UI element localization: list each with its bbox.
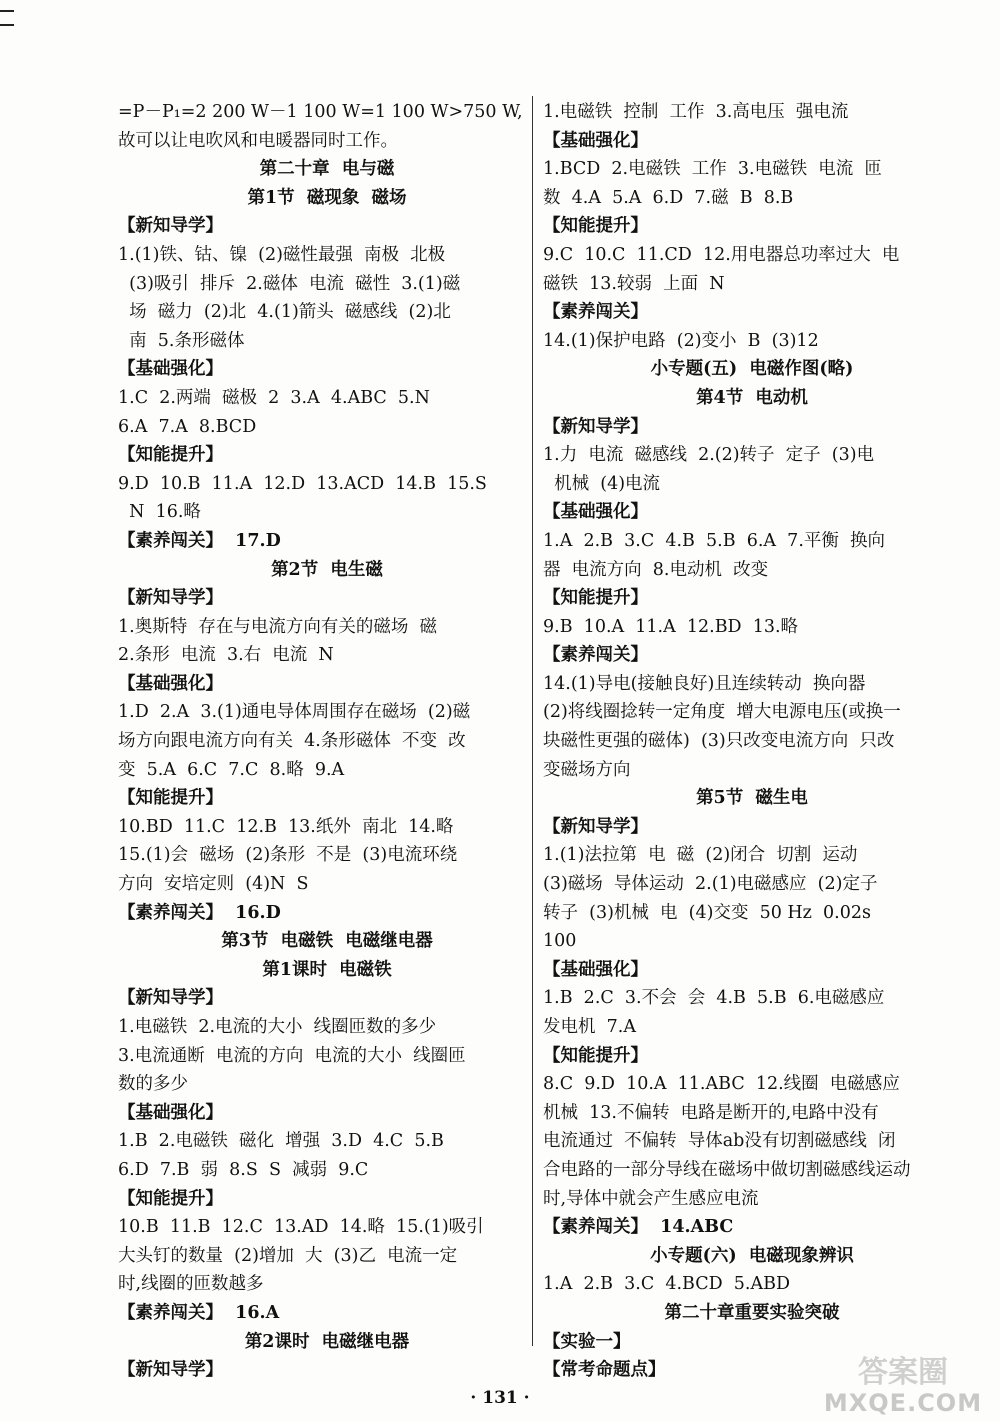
section-tag: 【素养闯关】 14.ABC (543, 1217, 734, 1238)
watermark-site: MXQE.COM (823, 1389, 983, 1417)
page-number: · 131 · (470, 1388, 530, 1408)
section-heading: 第二十章重要实验突破 (664, 1302, 840, 1323)
right-column (543, 98, 961, 1385)
section-tag: 【基础强化】 (118, 1102, 223, 1123)
section-tag: 【素养闯关】 (543, 645, 648, 666)
answer-line: 1.电磁铁 控制 工作 3.高电压 强电流 (543, 102, 849, 122)
watermark-logo: 答案圈 (858, 1355, 948, 1390)
section-tag: 【知能提升】 (118, 1188, 223, 1209)
section-tag: 【新知导学】 (118, 216, 223, 237)
answer-line: 1.D 2.A 3.(1)通电导体周围存在磁场 (2)磁 (118, 702, 471, 723)
answer-line: 14.(1)导电(接触良好)且连续转动 换向器 (543, 673, 866, 694)
answer-line: 1.力 电流 磁感线 2.(2)转子 定子 (3)电 (543, 445, 875, 466)
answer-line: 2.条形 电流 3.右 电流 N (118, 645, 334, 666)
section-tag: 【素养闯关】 16.D (118, 902, 281, 923)
answer-line: 1.奥斯特 存在与电流方向有关的磁场 磁 (118, 616, 437, 637)
answer-line: 场 磁力 (2)北 4.(1)箭头 磁感线 (2)北 (118, 302, 451, 323)
answer-line: 1.A 2.B 3.C 4.B 5.B 6.A 7.平衡 换向 (543, 530, 886, 551)
answer-line: =P－P₁=2 200 W－1 100 W=1 100 W>750 W, (118, 102, 523, 122)
section-tag: 【基础强化】 (543, 502, 648, 523)
corner-mark (0, 10, 14, 40)
section-heading: 小专题(六) 电磁现象辨识 (650, 1245, 854, 1266)
section-heading: 第2节 电生磁 (271, 559, 383, 580)
section-tag: 【新知导学】 (543, 816, 648, 837)
answer-line: 1.B 2.电磁铁 磁化 增强 3.D 4.C 5.B (118, 1131, 444, 1152)
answer-line: 故可以让电吹风和电暖器同时工作。 (118, 130, 398, 151)
section-tag: 【实验一】 (543, 1331, 631, 1352)
answer-line: 场方向跟电流方向有关 4.条形磁体 不变 改 (118, 731, 466, 752)
answer-line: 大头钉的数量 (2)增加 大 (3)乙 电流一定 (118, 1245, 458, 1266)
answer-line: 10.BD 11.C 12.B 13.纸外 南北 14.略 (118, 816, 454, 837)
section-heading: 第2课时 电磁继电器 (244, 1331, 410, 1352)
answer-line: 发电机 7.A (543, 1017, 636, 1037)
answer-line: 南 5.条形磁体 (118, 330, 245, 351)
answer-line: 6.A 7.A 8.BCD (118, 416, 257, 437)
section-tag: 【知能提升】 (118, 788, 223, 809)
section-heading: 第4节 电动机 (696, 387, 808, 408)
answer-line: 100 (543, 931, 577, 952)
answer-line: 数 4.A 5.A 6.D 7.磁 B 8.B (543, 187, 794, 208)
answer-line: 1.BCD 2.电磁铁 工作 3.电磁铁 电流 匝 (543, 159, 882, 180)
answer-line: 块磁性更强的磁体) (3)只改变电流方向 只改 (543, 731, 895, 752)
answer-line: 变磁场方向 (543, 759, 631, 780)
section-tag: 【基础强化】 (543, 959, 648, 980)
answer-line: 器 电流方向 8.电动机 改变 (543, 559, 769, 580)
section-heading: 第3节 电磁铁 电磁继电器 (221, 931, 433, 952)
answer-line: 14.(1)保护电路 (2)变小 B (3)12 (543, 330, 819, 351)
section-tag: 【知能提升】 (543, 1045, 648, 1066)
answer-line: (3)吸引 排斥 2.磁体 电流 磁性 3.(1)磁 (118, 273, 461, 294)
section-tag: 【知能提升】 (118, 445, 223, 466)
answer-line: 9.B 10.A 11.A 12.BD 13.略 (543, 616, 799, 637)
answer-line: 3.电流通断 电流的方向 电流的大小 线圈匝 (118, 1045, 466, 1066)
section-tag: 【知能提升】 (543, 216, 648, 237)
answer-line: 1.C 2.两端 磁极 2 3.A 4.ABC 5.N (118, 387, 430, 408)
section-tag: 【素养闯关】 (543, 302, 648, 323)
section-tag: 【素养闯关】 16.A (118, 1302, 280, 1323)
answer-line: 1.A 2.B 3.C 4.BCD 5.ABD (543, 1274, 791, 1295)
column-divider (532, 96, 533, 1346)
answer-line: 磁铁 13.较弱 上面 N (543, 273, 725, 294)
answer-line: 电流通过 不偏转 导体ab没有切割磁感线 闭 (543, 1131, 896, 1152)
answer-line: (2)将线圈捻转一定角度 增大电源电压(或换一 (543, 702, 901, 723)
answer-line: N 16.略 (118, 502, 201, 523)
section-heading: 第5节 磁生电 (696, 788, 808, 809)
answer-line: 1.(1)法拉第 电 磁 (2)闭合 切割 运动 (543, 845, 858, 866)
section-tag: 【基础强化】 (118, 673, 223, 694)
answer-line: 9.C 10.C 11.CD 12.用电器总功率过大 电 (543, 244, 900, 265)
section-tag: 【素养闯关】 17.D (118, 530, 281, 551)
answer-line: 1.电磁铁 2.电流的大小 线圈匝数的多少 (118, 1017, 437, 1037)
answer-line: 9.D 10.B 11.A 12.D 13.ACD 14.B 15.S (118, 473, 487, 494)
answer-line: 数的多少 (118, 1074, 188, 1095)
answer-line: (3)磁场 导体运动 2.(1)电磁感应 (2)定子 (543, 874, 878, 895)
answer-line: 合电路的一部分导线在磁场中做切割磁感线运动 (543, 1159, 911, 1180)
section-heading: 第二十章 电与磁 (259, 159, 395, 180)
left-column (118, 98, 536, 1385)
answer-line: 10.B 11.B 12.C 13.AD 14.略 15.(1)吸引 (118, 1217, 484, 1238)
section-heading: 第1节 磁现象 磁场 (247, 187, 407, 208)
answer-line: 转子 (3)机械 电 (4)交变 50 Hz 0.02s (543, 902, 871, 923)
section-tag: 【常考命题点】 (543, 1360, 666, 1381)
section-heading: 第1课时 电磁铁 (262, 959, 392, 980)
answer-line: 时,导体中就会产生感应电流 (543, 1188, 759, 1209)
section-tag: 【新知导学】 (118, 988, 223, 1009)
answer-line: 机械 13.不偏转 电路是断开的,电路中没有 (543, 1102, 879, 1123)
section-tag: 【基础强化】 (543, 130, 648, 151)
answer-line: 6.D 7.B 弱 8.S S 减弱 9.C (118, 1159, 369, 1180)
answer-line: 方向 安培定则 (4)N S (118, 874, 309, 895)
answer-line: 机械 (4)电流 (543, 473, 661, 494)
section-tag: 【新知导学】 (118, 588, 223, 609)
section-tag: 【基础强化】 (118, 359, 223, 380)
section-heading: 小专题(五) 电磁作图(略) (650, 359, 854, 380)
section-tag: 【知能提升】 (543, 588, 648, 609)
section-tag: 【新知导学】 (543, 416, 648, 437)
answer-line: 8.C 9.D 10.A 11.ABC 12.线圈 电磁感应 (543, 1074, 900, 1095)
answer-line: 时,线圈的匝数越多 (118, 1274, 264, 1295)
answer-line: 1.(1)铁、钴、镍 (2)磁性最强 南极 北极 (118, 244, 446, 265)
answer-line: 1.B 2.C 3.不会 会 4.B 5.B 6.电磁感应 (543, 988, 885, 1009)
answer-line: 15.(1)会 磁场 (2)条形 不是 (3)电流环绕 (118, 845, 458, 866)
section-tag: 【新知导学】 (118, 1360, 223, 1381)
answer-line: 变 5.A 6.C 7.C 8.略 9.A (118, 759, 345, 780)
